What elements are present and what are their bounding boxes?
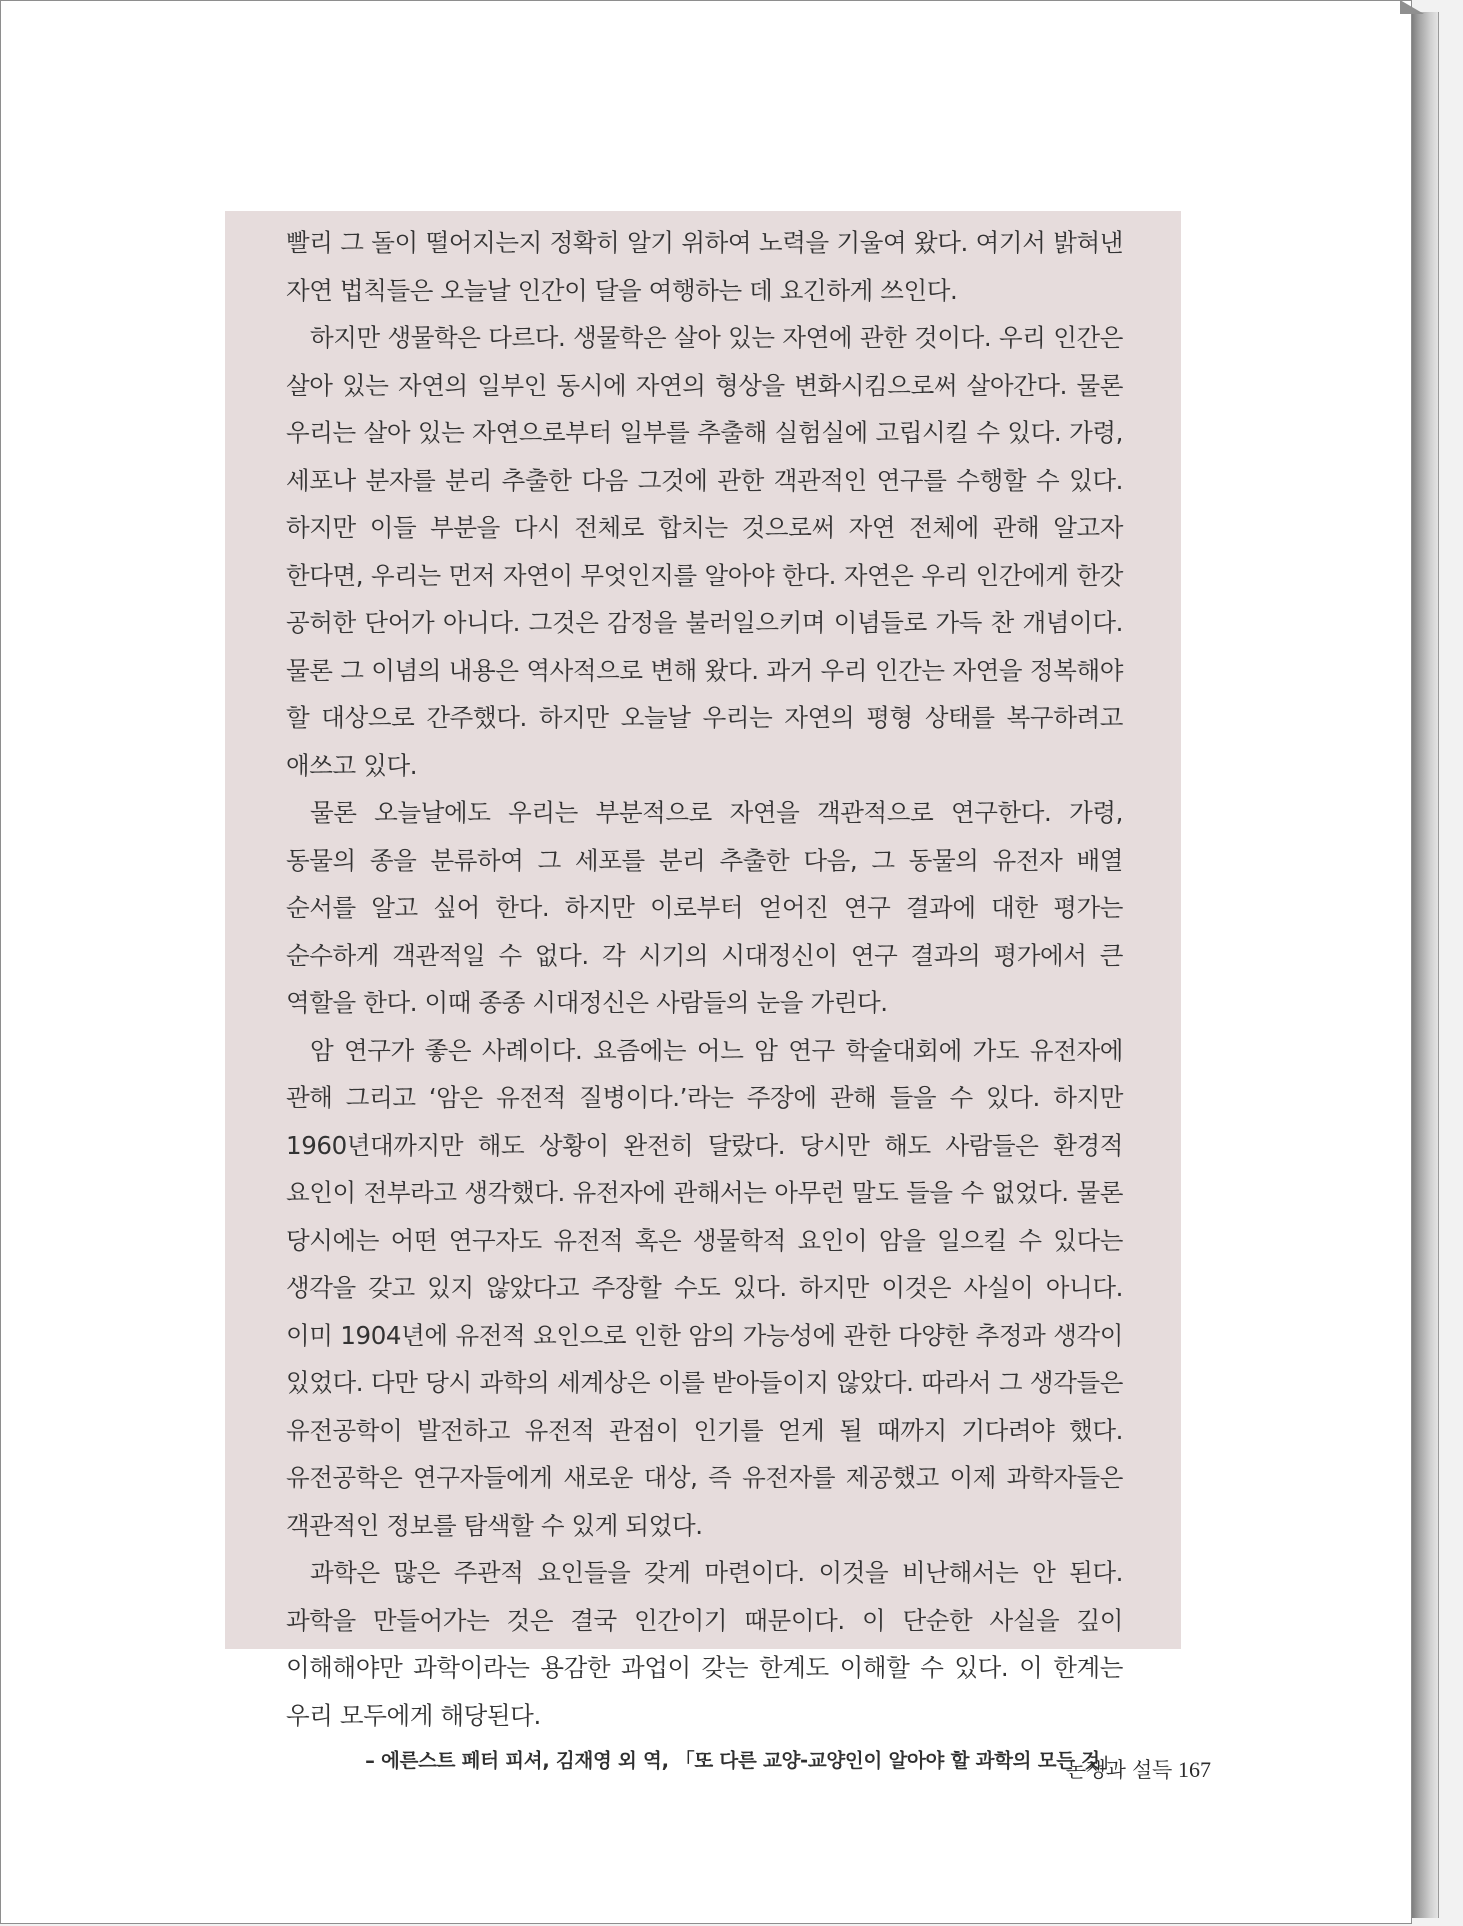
page-number: 167 xyxy=(1178,1757,1211,1782)
passage-paragraph-2: 하지만 생물학은 다르다. 생물학은 살아 있는 자연에 관한 것이다. 우리 인간은 살아 있는 자연의 일부인 동시에 자연의 형상을 변화시킴으로써 살아간다. 물론 우리는 살아 있는 자연으로부터 일부를 추출해 실험실에 고립시킬 수 있다. 가령, 세포나 분자를 분리 추출한 다음 그것에 관한 객관적인 연구를 수행할 수 있다. 하지만 이들 부분을 다시 전체로 합치는 것으로써 자연 전체에 관해 알고자 한다면, 우리는 먼저 자연이 무엇인지를 알아야 한다. 자연은 우리 인간에게 한갓 공허한 단어가 아니다. 그것은 감정을 불러일으키며 이념들로 가득 찬 개념이다. 물론 그 이념의 내용은 역사적으로 변해 왔다. 과거 우리 인간는 자연을 정복해야 할 대상으로 간주했다. 하지만 오늘날 우리는 자연의 평형 상태를 복구하려고 애쓰고 있다. xyxy=(286,323,1123,780)
passage-paragraph-4: 암 연구가 좋은 사례이다. 요즘에는 어느 암 연구 학술대회에 가도 유전자에 관해 그리고 ‘암은 유전적 질병이다.’라는 주장에 관해 들을 수 있다. 하지만 1960년대까지만 해도 상황이 완전히 달랐다. 당시만 해도 사람들은 환경적 요인이 전부라고 생각했다. 유전자에 관해서는 아무런 말도 들을 수 없었다. 물론 당시에는 어떤 연구자도 유전적 혹은 생물학적 요인이 암을 일으킬 수 있다는 생각을 갖고 있지 않았다고 주장할 수도 있다. 하지만 이것은 사실이 아니다. 이미 1904년에 유전적 요인으로 인한 암의 가능성에 관한 다양한 추정과 생각이 있었다. 다만 당시 과학의 세계상은 이를 받아들이지 않았다. 따라서 그 생각들은 유전공학이 발전하고 유전적 관점이 인기를 얻게 될 때까지 기다려야 했다. 유전공학은 연구자들에게 새로운 대상, 즉 유전자를 제공했고 이제 과학자들은 객관적인 정보를 탐색할 수 있게 되었다. xyxy=(286,1035,1123,1540)
page-corner-fold xyxy=(1400,0,1424,14)
stacked-page-edge xyxy=(1412,12,1439,1918)
passage-source-citation: – 에른스트 페터 피셔, 김재영 외 역, 「또 다른 교양-교양인이 알아야 할 과학의 모든 것」 xyxy=(365,1749,1119,1772)
chapter-title: 논쟁과 설득 xyxy=(1065,1758,1172,1782)
passage-paragraph-3: 물론 오늘날에도 우리는 부분적으로 자연을 객관적으로 연구한다. 가령, 동물의 종을 분류하여 그 세포를 분리 추출한 다음, 그 동물의 유전자 배열 순서를 알고 싶어 한다. 하지만 이로부터 얻어진 연구 결과에 대한 평가는 순수하게 객관적일 수 없다. 각 시기의 시대정신이 연구 결과의 평가에서 큰 역할을 한다. 이때 종종 시대정신은 사람들의 눈을 가린다. xyxy=(286,798,1123,1017)
passage-paragraph-1: 빨리 그 돌이 떨어지는지 정확히 알기 위하여 노력을 기울여 왔다. 여기서 밝혀낸 자연 법칙들은 오늘날 인간이 달을 여행하는 데 요긴하게 쓰인다. xyxy=(286,228,1123,305)
page-footer xyxy=(1001,1754,1211,1784)
passage-paragraph-5: 과학은 많은 주관적 요인들을 갖게 마련이다. 이것을 비난해서는 안 된다. 과학을 만들어가는 것은 결국 인간이기 때문이다. 이 단순한 사실을 깊이 이해해야만 과학이라는 용감한 과업이 갖는 한계도 이해할 수 있다. 이 한계는 우리 모두에게 해당된다. xyxy=(286,1558,1123,1730)
